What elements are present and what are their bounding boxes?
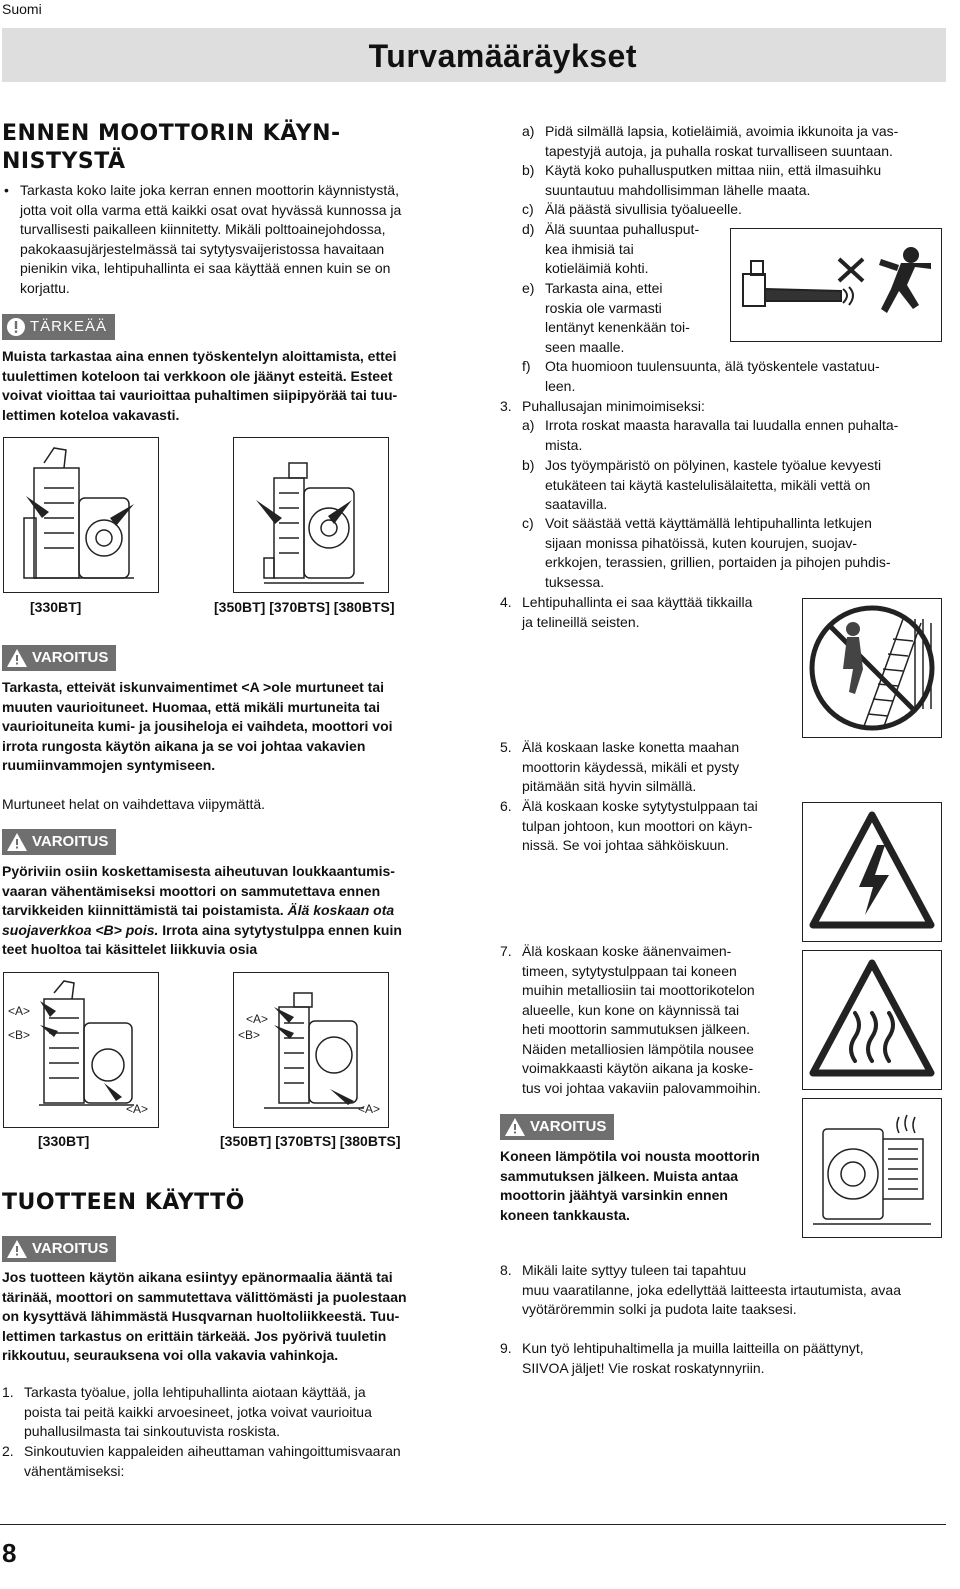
important-label: TÄRKEÄÄ	[30, 318, 108, 335]
warning-triangle-icon	[6, 648, 28, 668]
warning-text-1: Tarkasta, etteivät iskunvaimentimet <A >ole murtuneet tai muuten vaurioituneet. Huomaa, että mikäli murtuneita tai vaurioituneita kumi- ja jousiheloja ei vaihdeta, moottori voi irrota rungosta käytön aikana ja se voi johtaa vakavien ruumiinvammojen syntymiseen.	[2, 679, 393, 773]
warning-triangle-icon	[504, 1117, 526, 1137]
warning-badge-1	[2, 645, 116, 671]
warning-text-2: Pyöriviin osiin koskettamisesta aiheutuvan loukkaantumis- vaaran vähentämiseksi moottori on sammutettava ennen tarvikkeiden kiinnittämistä tai poistamista. Älä koskaan ota suojaverkkoa <B> pois. Irrota aina sytytystulppa ennen kuin teet huoltoa tai käsittelet liikkuvia osia	[2, 863, 402, 957]
section-heading-use: TUOTTEEN KÄYTTÖ	[2, 1190, 245, 1215]
bullet-paragraph: Tarkasta koko laite joka kerran ennen moottorin käynnistystä, jotta voit olla varma että kaikki osat ovat hyvässä kunnossa ja turvallisesti paikalleen kiinnitetty. Mikäli polttoainejohdossa, pakokaasujärjestelmässä tai sytytysvaijeristossa havaitaan pienikin vika, lehtipuhallinta ei saa käyttää ennen kuin se on korjattu.	[20, 182, 402, 296]
broken-mounts-note: Murtuneet helat on vaihdettava viipymättä.	[2, 796, 266, 812]
ladder-prohibition-figure	[802, 598, 942, 738]
warning-badge-3	[2, 1236, 116, 1262]
label-b: <B>	[8, 1028, 31, 1042]
label-b: <B>	[238, 1028, 261, 1042]
figure1-caption-b: [350BT] [370BTS] [380BTS]	[214, 599, 395, 615]
figure1-caption-a: [330BT]	[30, 599, 82, 615]
exclamation-icon	[6, 317, 26, 337]
bullet-marker: •	[4, 182, 9, 198]
label-a-bottom: <A>	[126, 1102, 149, 1116]
warning-label-2: VAROITUS	[32, 833, 109, 850]
engine-guard-figure-350bt	[233, 972, 389, 1128]
warning-triangle-icon	[6, 832, 28, 852]
warning-badge-right	[500, 1114, 614, 1140]
warning-text-3: Jos tuotteen käytön aikana esiintyy epänormaalia ääntä tai tärinää, moottori on sammutettava välittömästi ja puolestaan on kysyttävä lähimmästä Husqvarnan huoltoliikkeestä. Tuu- lettimen tarkastus on erittäin tärkeää. Jos pyörivä tuuletin rikkoutuu, seurauksena voi olla vakavia vahinkoja.	[2, 1269, 407, 1363]
engine-guard-figure-330bt	[3, 972, 159, 1128]
label-a: <A>	[246, 1012, 269, 1026]
figure2-caption-b: [350BT] [370BTS] [380BTS]	[220, 1133, 401, 1149]
muffler-figure	[802, 1098, 942, 1238]
important-badge	[2, 314, 115, 340]
language-label: Suomi	[2, 1, 42, 17]
label-a: <A>	[8, 1004, 31, 1018]
electric-hazard-figure	[802, 802, 942, 942]
page-title: Turvamääräykset	[368, 38, 637, 74]
warning-triangle-icon	[6, 1239, 28, 1259]
warning-badge-2	[2, 829, 116, 855]
footer-divider	[0, 1524, 946, 1525]
hot-surface-figure	[802, 950, 942, 1090]
engine-figure-350bt	[233, 437, 389, 593]
warning-label-3: VAROITUS	[32, 1240, 109, 1257]
page-number: 8	[2, 1538, 17, 1568]
section-heading-start: ENNEN MOOTTORIN KÄYN- NISTYSTÄ	[2, 121, 341, 174]
important-text: Muista tarkastaa aina ennen työskentelyn aloittamista, ettei tuulettimen koteloon tai verkkoon ole jäänyt esteitä. Esteet voivat vioittaa tai vaurioittaa puhaltimen siipipyörää tai tuu- lettimen koteloa vakavasti.	[2, 348, 398, 423]
warning-label-1: VAROITUS	[32, 649, 109, 666]
engine-figure-330bt	[3, 437, 159, 593]
blower-prohibition-figure	[730, 228, 942, 342]
warning-label-right: VAROITUS	[530, 1118, 607, 1135]
figure2-caption-a: [330BT]	[38, 1133, 90, 1149]
label-a-bottom: <A>	[358, 1102, 381, 1116]
warning-text-right: Koneen lämpötila voi nousta moottorin sammutuksen jälkeen. Muista antaa moottorin jäähtyä varsinkin ennen koneen tankkausta.	[500, 1148, 760, 1223]
